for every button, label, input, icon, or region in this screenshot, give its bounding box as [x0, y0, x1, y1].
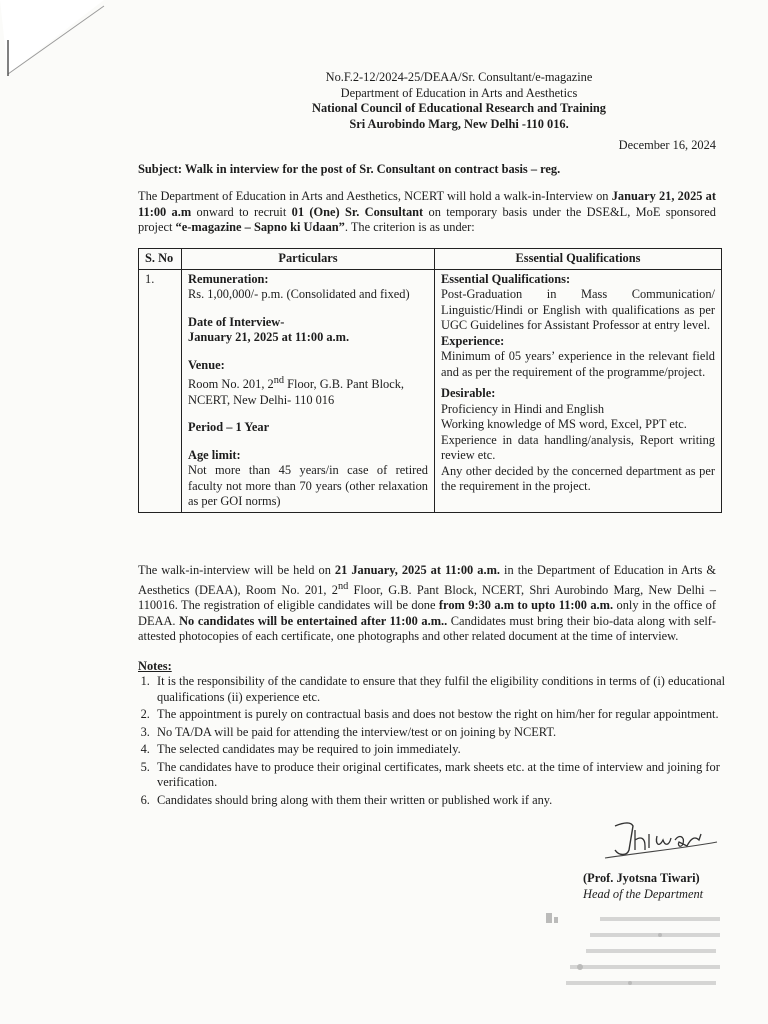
walkin-text: Floor, G.B. Pant Block, NCERT, Shri Aurobindo Marg, New Delhi – 110016. The registration of eligible candidates will be done — [138, 582, 716, 613]
interview-date-value: January 21, 2025 at 11:00 a.m. — [188, 330, 350, 344]
table-row — [139, 269, 722, 512]
post-count-bold: 01 (One) Sr. Consultant — [291, 204, 424, 219]
desirable-title: Desirable: — [441, 386, 496, 400]
walkin-text: only in the office of DEAA. — [138, 598, 716, 628]
eq-title: Essential Qualifications: — [441, 271, 571, 286]
registration-time-bold: from 9:30 a.m to upto 11:00 a.m. — [438, 598, 614, 613]
interview-date-bold: January 21, 2025 at 11:00 a.m — [138, 189, 716, 219]
desirable-item: Proficiency in Hindi and English — [441, 401, 605, 416]
walkin-paragraph — [138, 563, 716, 645]
walkin-text: The walk-in-interview will be held on — [138, 563, 335, 577]
desirable-item: Working knowledge of MS word, Excel, PPT etc. — [441, 417, 687, 431]
header-particulars: Particulars — [182, 249, 435, 270]
letter-date: December 16, 2024 — [618, 138, 716, 152]
faded-official-stamp — [540, 905, 730, 1005]
interview-date-title: Date of Interview- — [188, 314, 285, 329]
council-name: National Council of Educational Research and Training — [312, 101, 606, 115]
project-name-bold: “e-magazine – Sapno ki Udaan” — [175, 220, 345, 234]
subject-line: Subject: Walk in interview for the post of Sr. Consultant on contract basis – reg. — [138, 162, 561, 176]
walkin-text: in the Department of Education in Arts & Aesthetics (DEAA), Room No. 201, 2 — [138, 563, 717, 597]
remuneration-text: Rs. 1,00,000/- p.m. (Consolidated and fixed) — [188, 287, 410, 301]
criteria-table — [138, 248, 722, 513]
row-sno: 1. — [139, 269, 182, 512]
list-item: 2. The appointment is purely on contractual basis and does not bestow the right on him/her for regular appointment. — [153, 707, 743, 723]
reference-number: No.F.2-12/2024-25/DEAA/Sr. Consultant/e-magazine — [325, 70, 593, 84]
desirable-item: Experience in data handling/analysis, Report writing review etc. — [441, 432, 715, 462]
walkin-sup: nd — [337, 580, 349, 592]
walkin-date-bold: 21 January, 2025 at 11:00 a.m. — [334, 563, 500, 577]
intro-text: . The criterion is as under: — [344, 220, 475, 234]
venue-text-a: Room No. 201, 2 — [188, 377, 274, 392]
qualifications-cell — [435, 269, 722, 512]
age-limit-text: Not more than 45 years/in case of retired faculty not more than 70 years (other relaxation as per GOI norms) — [188, 463, 428, 509]
walkin-text: Candidates must bring their bio-data along with self-attested photocopies of each certificate, one photographs and other related document at the time of interview. — [138, 613, 717, 644]
signatory-designation: Head of the Department — [583, 887, 704, 901]
department-name: Department of Education in Arts and Aesthetics — [340, 85, 578, 100]
list-item: 1. It is the responsibility of the candidate to ensure that they fulfil the eligibility conditions in terms of (i) educational qualifications (ii) experience etc. — [153, 674, 743, 705]
venue-text — [188, 373, 428, 408]
particulars-cell — [182, 269, 435, 512]
venue-title: Venue: — [188, 357, 225, 372]
notes-title: Notes: — [138, 659, 172, 673]
handwritten-signature — [585, 812, 725, 862]
eq-text: Post-Graduation in Mass Communication/ Linguistic/Hindi or English with qualifications as per UGC Guidelines for Assistant Professor at entry level. — [441, 287, 715, 332]
header-sno: S. No — [139, 249, 182, 270]
list-item: 6. Candidates should bring along with them their written or published work if any. — [153, 793, 743, 809]
council-address: Sri Aurobindo Marg, New Delhi -110 016. — [349, 116, 569, 131]
page-corner-fold — [0, 0, 110, 80]
table-header-row — [139, 249, 722, 270]
list-item: 5. The candidates have to produce their original certificates, mark sheets etc. at the time of interview and joining for verification. — [153, 760, 743, 791]
signatory-block — [583, 870, 703, 902]
experience-text: Minimum of 05 years’ experience in the relevant field and as per the requirement of the programme/project. — [441, 349, 715, 379]
signatory-name: (Prof. Jyotsna Tiwari) — [583, 871, 700, 885]
notes-list — [128, 674, 743, 810]
venue-sup: nd — [273, 375, 285, 386]
period-text: Period – 1 Year — [188, 420, 270, 435]
intro-text: The Department of Education in Arts and Aesthetics, NCERT will hold a walk-in-Interview on — [138, 189, 612, 203]
list-item: 4. The selected candidates may be required to join immediately. — [153, 742, 743, 758]
desirable-item: Any other decided by the concerned department as per the requirement in the project. — [441, 463, 715, 493]
intro-text: on temporary basis under the DSE&L, MoE sponsored project — [138, 204, 716, 234]
deadline-bold: No candidates will be entertained after 11:00 a.m.. — [179, 613, 448, 628]
header-qualifications: Essential Qualifications — [435, 249, 722, 270]
intro-paragraph — [138, 189, 716, 236]
letter-header — [0, 70, 768, 132]
list-item: 3. No TA/DA will be paid for attending the interview/test or on joining by NCERT. — [153, 725, 743, 741]
intro-text: onward to recruit — [191, 204, 292, 219]
remuneration-title: Remuneration: — [188, 271, 269, 286]
age-limit-title: Age limit: — [188, 447, 241, 462]
experience-title: Experience: — [441, 333, 505, 348]
venue-text-b: Floor, G.B. Pant Block, NCERT, New Delhi- 110 016 — [188, 377, 405, 407]
